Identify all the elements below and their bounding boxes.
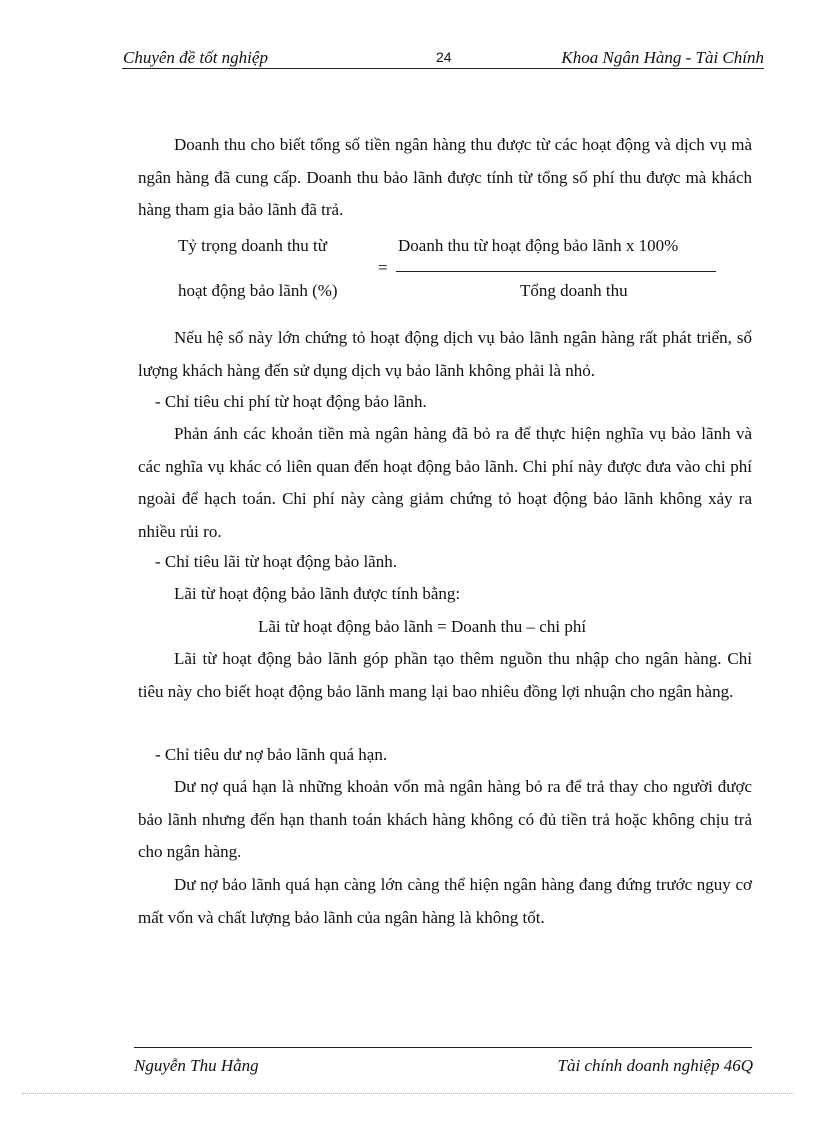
heading-profit-indicator: - Chỉ tiêu lãi từ hoạt động bảo lãnh.	[155, 552, 397, 571]
paragraph-overdue-impact: Dư nợ bảo lãnh quá hạn càng lớn càng thể hiện ngân hàng đang đứng trước nguy cơ mất vốn và chất lượng bảo lãnh của ngân hàng là không tốt.	[138, 875, 752, 927]
heading-overdue-indicator: - Chỉ tiêu dư nợ bảo lãnh quá hạn.	[155, 745, 388, 764]
footer-course: Tài chính doanh nghiệp 46Q	[557, 1056, 753, 1075]
formula-profit: Lãi từ hoạt động bảo lãnh = Doanh thu – chi phí	[258, 617, 587, 636]
formula-numerator: Doanh thu từ hoạt động bảo lãnh x 100%	[398, 236, 679, 255]
header-right-title: Khoa Ngân Hàng - Tài Chính	[561, 48, 764, 67]
paragraph-ratio-meaning: Nếu hệ số này lớn chứng tỏ hoạt động dịch vụ bảo lãnh ngân hàng rất phát triển, số lượng khách hàng đến sử dụng dịch vụ bảo lãnh không phải là nhỏ.	[138, 328, 752, 380]
paragraph-profit-description: Lãi từ hoạt động bảo lãnh góp phần tạo thêm nguồn thu nhập cho ngân hàng. Chỉ tiêu này cho biết hoạt động bảo lãnh mang lại bao nhiêu đồng lợi nhuận cho ngân hàng.	[138, 649, 752, 701]
paragraph-revenue-intro: Doanh thu cho biết tổng số tiền ngân hàng thu được từ các hoạt động và dịch vụ mà ngân hàng đã cung cấp. Doanh thu bảo lãnh được tính từ tổng số phí thu được mà khách hàng tham gia bảo lãnh đã trả.	[138, 135, 752, 219]
footer-author: Nguyễn Thu Hằng	[134, 1056, 259, 1075]
paragraph-profit-formula-intro: Lãi từ hoạt động bảo lãnh được tính bằng:	[174, 584, 461, 603]
header-divider	[122, 68, 764, 69]
formula-lhs-line1: Tỷ trọng doanh thu từ	[178, 236, 327, 255]
formula-equals: =	[378, 258, 388, 277]
formula-denominator: Tổng doanh thu	[520, 281, 628, 300]
footer-divider	[134, 1047, 752, 1048]
header-left-title: Chuyên đề tốt nghiệp	[123, 48, 268, 67]
page-bottom-dotted-line	[22, 1093, 794, 1094]
paragraph-cost-description: Phản ánh các khoản tiền mà ngân hàng đã bỏ ra để thực hiện nghĩa vụ bảo lãnh và các nghĩa vụ khác có liên quan đến hoạt động bảo lãnh. Chi phí này được đưa vào chi phí ngoài để hạch toán. Chi phí này càng giảm chứng tỏ hoạt động bảo lãnh không xảy ra nhiều rủi ro.	[138, 424, 752, 541]
formula-fraction-bar	[396, 271, 716, 272]
paragraph-overdue-definition: Dư nợ quá hạn là những khoản vốn mà ngân hàng bỏ ra để trả thay cho người được bảo lãnh nhưng đến hạn thanh toán khách hàng không có đủ tiền trả hoặc không chịu trả cho ngân hàng.	[138, 777, 752, 861]
heading-cost-indicator: - Chỉ tiêu chi phí từ hoạt động bảo lãnh.	[155, 392, 427, 411]
formula-lhs-line2: hoạt động bảo lãnh (%)	[178, 281, 338, 300]
page-number: 24	[436, 49, 452, 65]
